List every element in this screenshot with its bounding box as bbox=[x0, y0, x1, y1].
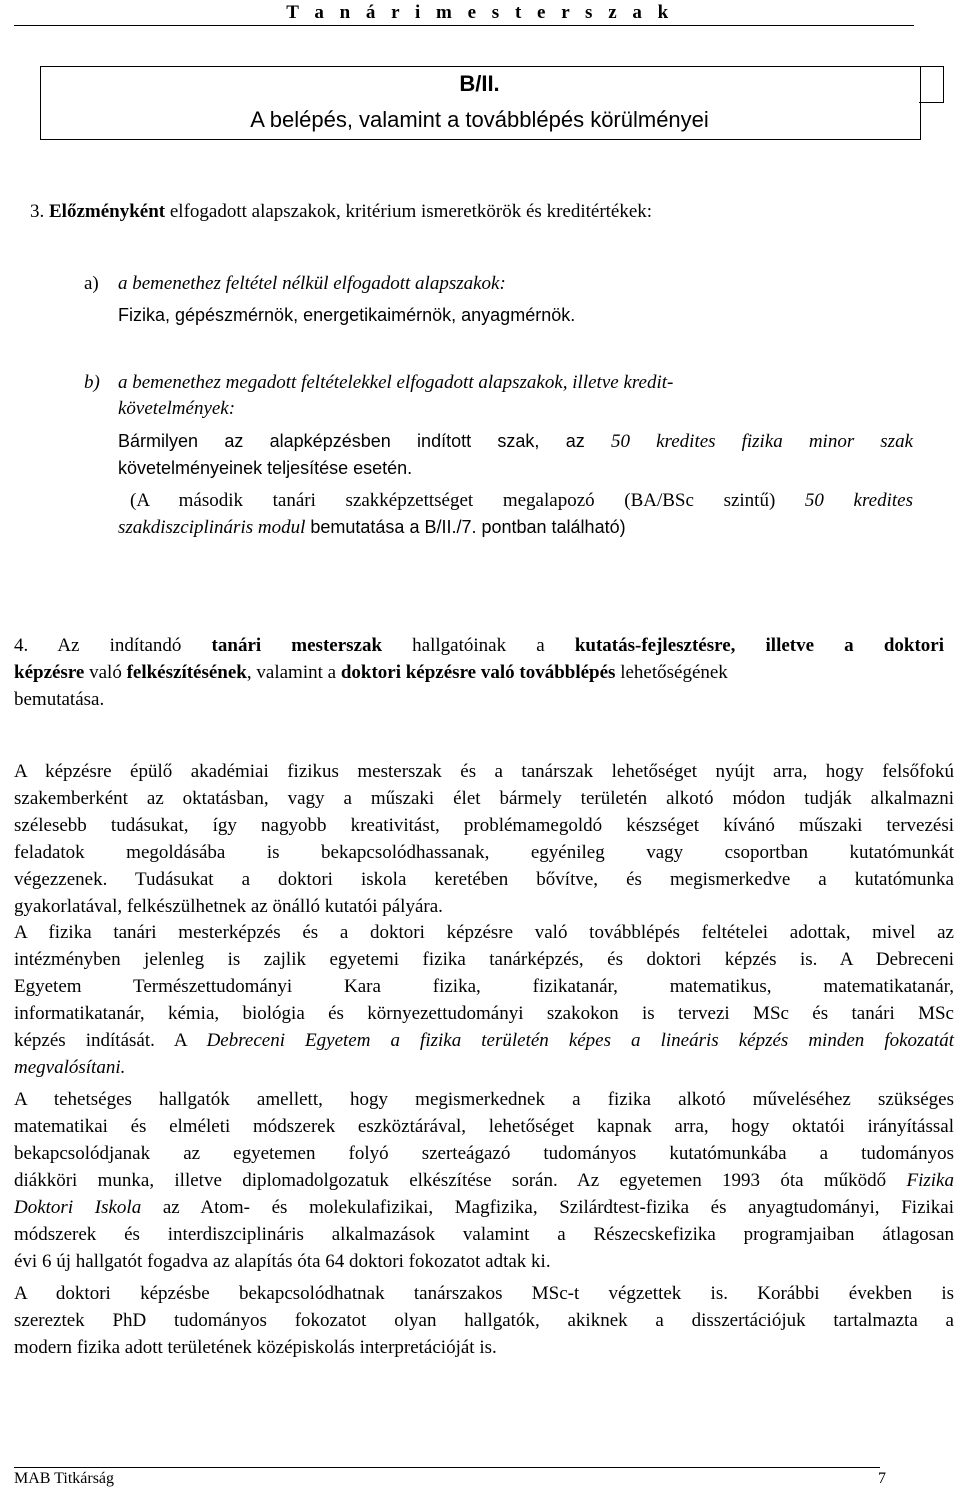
item3a-label: a) bbox=[84, 273, 99, 294]
section-title: A belépés, valamint a továbblépés körülményei bbox=[250, 107, 709, 132]
item3b-note-italic2: szakdiszciplináris modul bbox=[118, 517, 306, 538]
para4-line: szereztek PhD tudományos fokozatot olyan hallgatók, akiknek a disszertációjuk tartalmazta a bbox=[14, 1310, 954, 1331]
item3-rest: elfogadott alapszakok, kritérium ismeretkörök és kreditértékek: bbox=[165, 201, 653, 222]
item4-l1a: 4. Az indítandó bbox=[14, 635, 212, 656]
item4-l2f: lehetőségének bbox=[615, 662, 728, 683]
para1-line: gyakorlatával, felkészülhetnek az önálló kutatói pályára. bbox=[14, 896, 443, 917]
item3b-body-start: Bármilyen az alapképzésben indított szak, az bbox=[118, 431, 612, 451]
item3-bold: Előzményként bbox=[49, 201, 166, 222]
item4-l1d: kutatás-fejlesztésre, illetve a doktori bbox=[574, 635, 944, 656]
item3b-heading-line2: követelmények: bbox=[118, 398, 236, 419]
para1-line: szélesebb tudásukat, így nagyobb kreativitást, problémamegoldó készséget kívánó műszaki tervezési bbox=[14, 815, 954, 836]
item3b-note-line1 bbox=[130, 487, 913, 514]
para2-l5a: képzés indítását. A bbox=[14, 1030, 207, 1051]
item3b-label: b) bbox=[84, 372, 100, 393]
para2-line: megvalósítani. bbox=[14, 1057, 126, 1078]
running-header: T a n á r i m e s t e r s z a k bbox=[286, 2, 674, 23]
para3-l5a: Doktori Iskola bbox=[14, 1197, 142, 1218]
item3b-body-line1 bbox=[118, 428, 913, 455]
item4-l2b: való bbox=[84, 662, 127, 683]
para1-line: végezzenek. Tudásukat a doktori iskola keretében bővítve, és megismerkedve a kutatómunka bbox=[14, 869, 954, 890]
footer-rule bbox=[14, 1467, 880, 1468]
para2-line: Egyetem Természettudományi Kara fizika, fizikatanár, matematikus, matematikatanár, bbox=[14, 976, 954, 997]
item4-l1c: hallgatóinak a bbox=[382, 635, 575, 656]
para3-l4a: diákköri munka, illetve diplomadolgozatuk elkészítése során. Az egyetemen 1993 óta működő bbox=[14, 1170, 907, 1191]
para4-line: A doktori képzésbe bekapcsolódhatnak tanárszakos MSc-t végzettek is. Korábbi években is bbox=[14, 1283, 954, 1304]
section-box-tab bbox=[919, 66, 944, 103]
item3a-value: Fizika, gépészmérnök, energetikaimérnök, anyagmérnök. bbox=[118, 305, 576, 325]
para3-line bbox=[14, 1194, 954, 1221]
item4-l2c: felkészítésének bbox=[126, 662, 247, 683]
item3b-note-start: (A második tanári szakképzettséget megalapozó (BA/BSc szintű) bbox=[130, 490, 805, 511]
item3b-note-line2 bbox=[118, 514, 626, 541]
item4-line2 bbox=[14, 659, 944, 686]
para3-line: bekapcsolódjanak az egyetemen folyó szerteágazó tudományos kutatómunkába a tudományos bbox=[14, 1143, 954, 1164]
para3-line: évi 6 új hallgatót fogadva az alapítás óta 64 doktori fokozatot adtak ki. bbox=[14, 1251, 551, 1272]
item3b-note-italic: 50 kredites bbox=[804, 490, 913, 511]
para3-line: matematikai és elméleti módszerek eszköztárával, lehetőséget kapnak arra, hogy oktatói irányítással bbox=[14, 1116, 954, 1137]
footer-left: MAB Titkárság bbox=[14, 1470, 115, 1487]
item4-l1b: tanári mesterszak bbox=[211, 635, 383, 656]
para1-line: A képzésre épülő akadémiai fizikus mesterszak és a tanárszak lehetőséget nyújt arra, hogy felsőfokú bbox=[14, 761, 954, 782]
para2-line: intézményben jelenleg is zajlik egyetemi fizika tanárképzés, és doktori képzés is. A Debreceni bbox=[14, 949, 954, 970]
item4-l2e: doktori képzésre való továbblépés bbox=[340, 662, 616, 683]
para3-line: A tehetséges hallgatók amellett, hogy megismerkednek a fizika alkotó műveléséhez szükséges bbox=[14, 1089, 954, 1110]
para3-line bbox=[14, 1167, 954, 1194]
para1-line: feladatok megoldásába is bekapcsolódhassanak, egyénileg vagy csoportban kutatómunkát bbox=[14, 842, 954, 863]
item3b-body-italic: 50 kredites fizika minor szak bbox=[611, 431, 913, 452]
item3-heading bbox=[30, 198, 930, 225]
para2-line: A fizika tanári mesterképzés és a doktori képzésre való továbblépés feltételei adottak, mivel az bbox=[14, 922, 954, 943]
section-code: B/II. bbox=[459, 71, 500, 96]
para2-line: informatikatanár, kémia, biológia és környezettudományi szakokon is tervezi MSc és tanári MSc bbox=[14, 1003, 954, 1024]
para1-line: szakemberként az oktatásban, vagy a műszaki élet bármely területén alkotó módon tudják alkalmazni bbox=[14, 788, 954, 809]
item3a-heading: a bemenethez feltétel nélkül elfogadott alapszakok: bbox=[118, 273, 506, 294]
para2-l5b: Debreceni Egyetem a fizika területén képes a lineáris képzés minden fokozatát bbox=[206, 1030, 954, 1051]
item3b-body-line2: követelményeinek teljesítése esetén. bbox=[118, 458, 413, 478]
para2-line bbox=[14, 1027, 954, 1054]
header-rule bbox=[14, 25, 914, 26]
para3-l4b: Fizika bbox=[906, 1170, 954, 1191]
para4-line: modern fizika adott területének középiskolás interpretációját is. bbox=[14, 1337, 497, 1358]
item4-line1 bbox=[14, 632, 944, 659]
item4-l2d: , valamint a bbox=[246, 662, 341, 683]
para3-l5b: az Atom- és molekulafizikai, Magfizika, Szilárdtest-fizika és anyagtudományi, Fizikai bbox=[141, 1197, 954, 1218]
para3-line: módszerek és interdiszciplináris alkalmazások valamint a Részecskefizika programjaiban átlagosan bbox=[14, 1224, 954, 1245]
item3b-note-rest: bemutatása a B/II./7. pontban található) bbox=[305, 517, 626, 537]
item3b-heading-line1: a bemenethez megadott feltételekkel elfogadott alapszakok, illetve kredit- bbox=[118, 372, 674, 393]
item3-number: 3. bbox=[30, 201, 49, 222]
page-number: 7 bbox=[878, 1470, 886, 1487]
item4-line3: bemutatása. bbox=[14, 689, 105, 710]
item4-l2a: képzésre bbox=[14, 662, 85, 683]
